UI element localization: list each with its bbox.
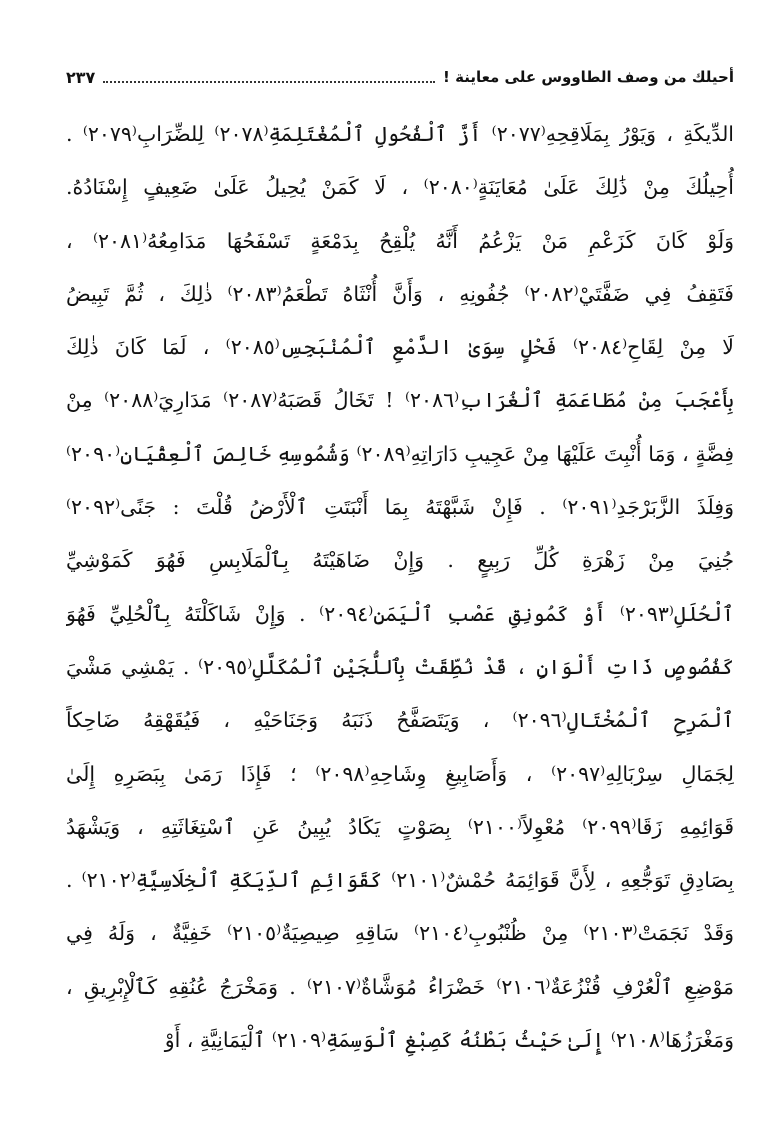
text-line: وَفِلَذَ الزَّبَرْجَدِ⁽٢٠٩١⁾ . فَإِنْ شَبَّهْتَهُ بِمَا أَنْبَتَتِ ٱلْأَرْضُ قُلْتَ : جَنًى⁽٢٠٩٢⁾ — [66, 495, 734, 520]
text-line: كَفُصُوصٍ ذَاتِ أَلْوَانٍ ، قَدْ نُطِّقَتْ بِٱللُّجَيْنِ ٱلْمُكَلَّلِ⁽٢٠٩٥⁾ . يَمْشِي مَشْيَ — [66, 654, 734, 679]
text-line: بِصَادِقِ تَوَجُّعِهِ ، لِأَنَّ قَوَائِمَهُ حُمْشٌ⁽٢١٠١⁾ كَقَوَائِمِ ٱلدِّيَكَةِ ٱلْخِلَاسِيَّةِ⁽٢١٠٢⁾ . — [66, 868, 734, 893]
text-line: جُنِيَ مِنْ زَهْرَةِ كُلِّ رَبِيعٍ . وَإِنْ ضَاهَيْتَهُ بِٱلْمَلَابِسِ فَهُوَ كَمَوْشِيِّ — [66, 548, 734, 573]
running-header — [66, 62, 734, 92]
text-line: وَقَدْ نَجَمَتْ⁽٢١٠٣⁾ مِنْ ظُنْبُوبِ⁽٢١٠٤⁾ سَاقِهِ صِيصِيَةٌ⁽٢١٠٥⁾ خَفِيَّةٌ ، وَلَهُ فِي — [66, 921, 734, 946]
body-text — [66, 108, 734, 1067]
text-line: بِأَعْجَبَ مِنْ مُطَاعَمَةِ ٱلْغُرَابِ⁽٢٠٨٦⁾ ! تَخَالُ قَصَبَهُ⁽٢٠٨٧⁾ مَدَارِيَ⁽٢٠٨٨⁾ مِنْ — [66, 388, 734, 413]
dot-leader — [103, 71, 435, 83]
text-line: فَتَقِفُ فِي ضَفَّتَيْ⁽٢٠٨٢⁾ جُفُونِهِ ، وَأَنَّ أُنْثَاهُ تَطْعَمُ⁽٢٠٨٣⁾ ذٰلِكَ ، ثُمَّ تَبِيضُ — [66, 281, 734, 306]
text-line: لَا مِنْ لِقَاحِ⁽٢٠٨٤⁾ فَحْلٍ سِوَىٰ الدَّمْعِ ٱلْمُنْبَجِسِ⁽٢٠٨٥⁾ ، لَمَا كَانَ ذٰلِكَ — [66, 335, 734, 360]
page-number: ٢٣٧ — [66, 67, 96, 87]
text-line: قَوَائِمِهِ زَقَا⁽٢٠٩٩⁾ مُعْوِلاً⁽٢١٠٠⁾ بِصَوْتٍ يَكَادُ يُبِينُ عَنِ ٱسْتِغَاثَتِهِ ، وَيَشْهَدُ — [66, 814, 734, 839]
text-line: فِضَّةٍ ، وَمَا أُنْبِتَ عَلَيْهَا مِنْ عَجِيبِ دَارَاتِهِ⁽٢٠٨٩⁾ وَشُمُوسِهِ خَالِصَ ٱلْعِقْيَانِ⁽٢٠٩٠⁾ — [66, 441, 734, 466]
text-line: لِجَمَالِ سِرْبَالِهِ⁽٢٠٩٧⁾ ، وَأَصَابِيغِ وِشَاحِهِ⁽٢٠٩٨⁾ ؛ فَإِذَا رَمَىٰ بِبَصَرِهِ إِلَىٰ — [66, 761, 734, 786]
running-title: أحيلك من وصف الطاووس على معاينة ! — [443, 68, 734, 86]
text-line: ٱلْمَرِحِ ٱلْمُخْتَالِ⁽٢٠٩٦⁾ ، وَيَتَصَفَّحُ ذَنَبَهُ وَجَنَاحَيْهِ ، فَيُقَهْقِهُ ضَاحِكاً — [66, 708, 734, 733]
text-line: أُحِيلُكَ مِنْ ذَٰلِكَ عَلَىٰ مُعَايَنَةٍ⁽٢٠٨٠⁾ ، لَا كَمَنْ يُحِيلُ عَلَىٰ ضَعِيفٍ إِسْنَادُهُ. — [66, 175, 734, 200]
text-line: الدِّيكَةِ ، وَيَوْرُ بِمَلَاقِحِهِ⁽٢٠٧٧⁾ أَزَّ ٱلْفُحُولِ ٱلْمُغْتَلِمَةِ⁽٢٠٧٨⁾ لِلضِّرَابِ⁽٢٠٧٩⁾ . — [66, 122, 734, 146]
text-line: مَوْضِعِ ٱلْعُرْفِ قُنْزُعَةٌ⁽٢١٠٦⁾ خَضْرَاءُ مُوَشَّاةٌ⁽٢١٠٧⁾ . وَمَخْرَجُ عُنُقِهِ كَٱلْإِبْرِيقِ ، — [66, 974, 734, 999]
text-line: ٱلْحُلَلِ⁽٢٠٩٣⁾ أَوْ كَمُونِقِ عَصْبِ ٱلْيَمَنِ⁽٢٠٩٤⁾ . وَإِنْ شَاكَلْتَهُ بِٱلْحُلِيِّ فَهُوَ — [66, 601, 734, 626]
text-line: وَلَوْ كَانَ كَزَعْمِ مَنْ يَزْعُمُ أَنَّهُ يُلْقِحُ بِدَمْعَةٍ تَسْفَحُهَا مَدَامِعُهُ⁽٢٠٨١⁾ ، — [66, 228, 734, 253]
text-line: وَمَغْرَزُهَا⁽٢١٠٨⁾ إِلَىٰ حَيْثُ بَطْنُهُ كَصِبْغِ ٱلْوَسِمَةِ⁽٢١٠٩⁾ ٱلْيَمَانِيَّةِ ، أَوْ — [164, 1028, 734, 1053]
